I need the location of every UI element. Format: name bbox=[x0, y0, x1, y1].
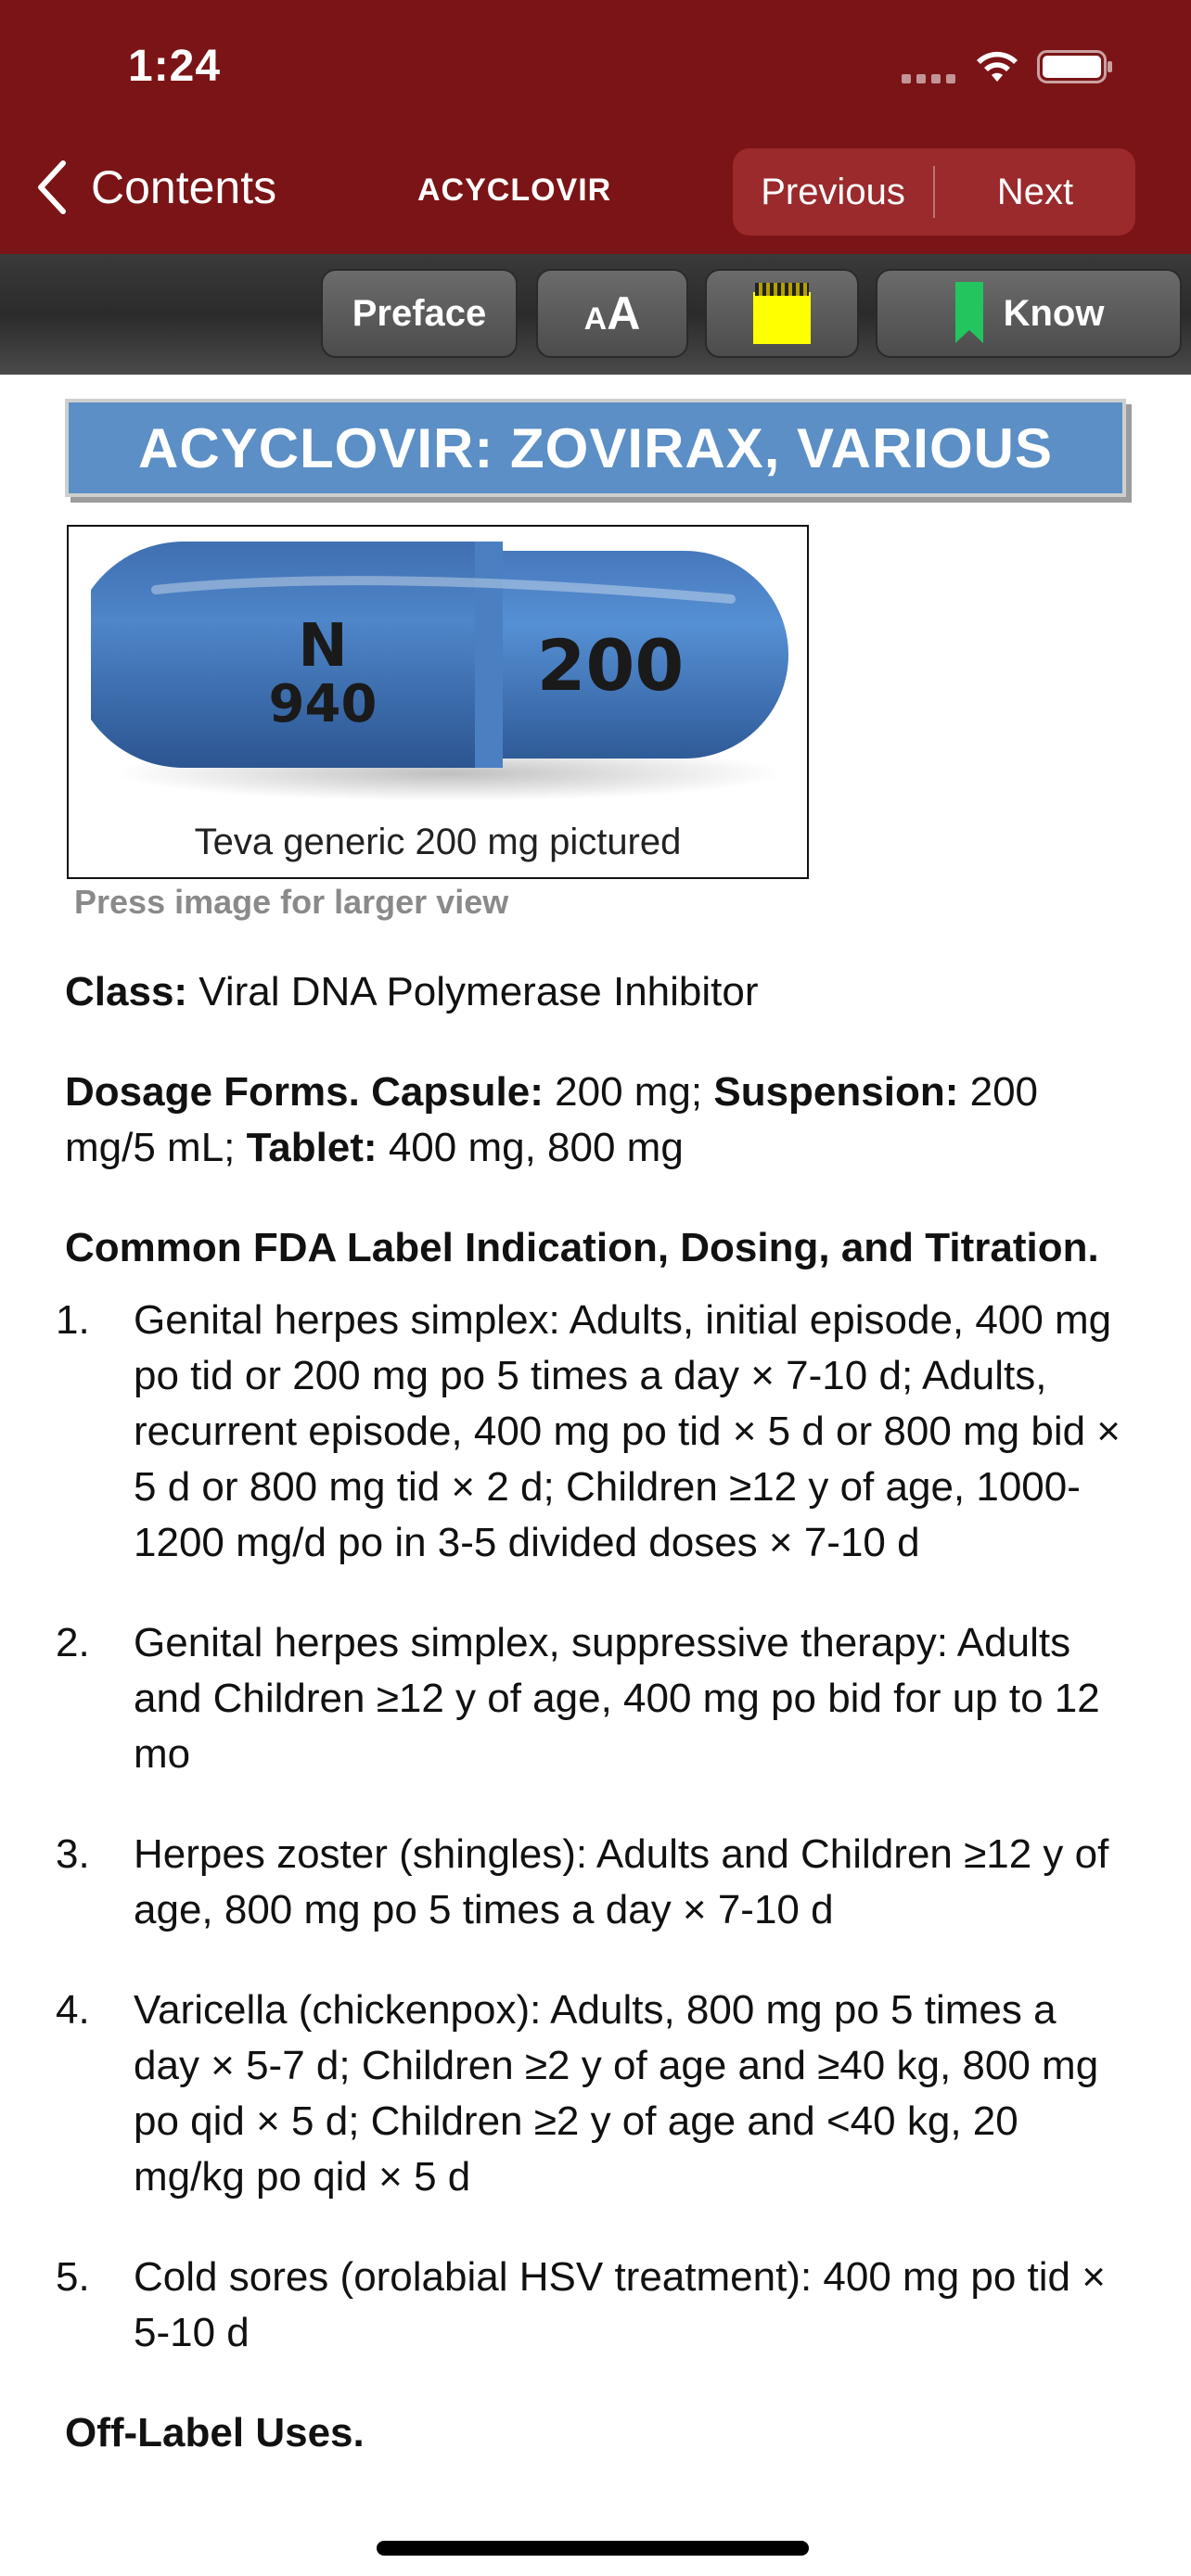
drug-banner bbox=[65, 399, 1126, 497]
list-text: Varicella (chickenpox): Adults, 800 mg po 5 times a day × 5-7 d; Children ≥2 y of age and ≥40 kg, 800 mg po qid × 5 d; Children ≥2 y of age and <40 kg, 20 mg/kg po qid × 5 d bbox=[134, 1987, 1099, 2200]
dosage-suspension: 200 mg/5 mL; bbox=[65, 1069, 1039, 1170]
list-number: 4. bbox=[56, 1987, 90, 2033]
font-size-icon bbox=[584, 287, 641, 340]
imprint-n: N bbox=[298, 612, 348, 681]
list-text: Genital herpes simplex, suppressive therapy: Adults and Children ≥12 y of age, 400 mg po bid for up to 12 mo bbox=[134, 1620, 1100, 1777]
nav-title: ACYCLOVIR bbox=[417, 172, 612, 208]
back-label: Contents bbox=[91, 161, 277, 213]
battery-icon bbox=[1037, 50, 1113, 83]
know-button[interactable] bbox=[876, 269, 1182, 358]
font-big-glyph: A bbox=[607, 287, 641, 339]
indications-list bbox=[56, 1293, 1132, 2361]
status-time: 1:24 bbox=[128, 42, 222, 91]
chevron-left-icon bbox=[33, 158, 70, 217]
previous-button[interactable]: Previous bbox=[761, 171, 905, 212]
pill-image[interactable] bbox=[67, 525, 809, 879]
list-item bbox=[56, 1293, 1132, 1571]
wifi-icon bbox=[974, 48, 1020, 85]
app-header bbox=[0, 0, 1191, 254]
know-label: Know bbox=[1003, 292, 1105, 334]
list-number: 2. bbox=[56, 1620, 90, 1665]
list-item bbox=[56, 1983, 1132, 2205]
capsule-image bbox=[91, 534, 788, 812]
list-number: 5. bbox=[56, 2254, 90, 2300]
list-text: Cold sores (orolabial HSV treatment): 400 mg po tid × 5-10 d bbox=[134, 2254, 1106, 2355]
bookmark-icon bbox=[954, 282, 985, 345]
preface-label: Preface bbox=[352, 292, 487, 334]
imprint-940: 940 bbox=[268, 674, 378, 734]
list-number: 3. bbox=[56, 1831, 90, 1877]
imprint-200: 200 bbox=[536, 624, 685, 707]
font-small-glyph: A bbox=[583, 301, 608, 337]
suspension-label: Suspension: bbox=[713, 1069, 959, 1115]
tablet-label: Tablet: bbox=[246, 1125, 378, 1170]
class-label: Class: bbox=[65, 969, 188, 1014]
drug-content bbox=[56, 964, 1132, 2461]
cellular-signal-icon bbox=[902, 74, 955, 83]
list-item bbox=[56, 1615, 1132, 1782]
list-text: Genital herpes simplex: Adults, initial episode, 400 mg po tid or 200 mg po 5 times a day × 7-10 d; Adults, recurrent episode, 400 mg po tid × 5 d or 800 mg bid × 5 d or 800 mg tid × 2 d; Children ≥12 y of age, 1000-1200 mg/d po in 3-5 divided doses × 7-10 d bbox=[134, 1297, 1121, 1565]
class-paragraph bbox=[65, 964, 1132, 1020]
class-value: Viral DNA Polymerase Inhibitor bbox=[187, 969, 759, 1014]
notepad-icon bbox=[753, 283, 811, 344]
drug-title: ACYCLOVIR: ZOVIRAX, VARIOUS bbox=[138, 416, 1053, 479]
prev-next-segment bbox=[733, 148, 1135, 236]
dosage-capsule: 200 mg; bbox=[543, 1069, 714, 1115]
dosage-tablet: 400 mg, 800 mg bbox=[377, 1125, 684, 1170]
list-number: 1. bbox=[56, 1297, 90, 1343]
press-image-hint: Press image for larger view bbox=[74, 883, 509, 921]
dosage-label: Dosage Forms. Capsule: bbox=[65, 1069, 544, 1115]
offlabel-heading: Off-Label Uses. bbox=[65, 2410, 365, 2455]
list-item bbox=[56, 1827, 1132, 1938]
home-indicator[interactable] bbox=[377, 2541, 809, 2556]
toolbar bbox=[0, 254, 1191, 375]
list-text: Herpes zoster (shingles): Adults and Children ≥12 y of age, 800 mg po 5 times a day × 7-10 d bbox=[134, 1831, 1109, 1932]
preface-button[interactable] bbox=[321, 269, 518, 358]
back-button[interactable] bbox=[33, 158, 276, 217]
next-button[interactable]: Next bbox=[996, 171, 1074, 212]
font-size-button[interactable] bbox=[536, 269, 688, 358]
list-item bbox=[56, 2250, 1132, 2361]
image-caption: Teva generic 200 mg pictured bbox=[194, 822, 682, 862]
notes-button[interactable] bbox=[705, 269, 859, 358]
indications-heading: Common FDA Label Indication, Dosing, and Titration. bbox=[65, 1225, 1099, 1270]
dosage-paragraph bbox=[65, 1065, 1132, 1176]
